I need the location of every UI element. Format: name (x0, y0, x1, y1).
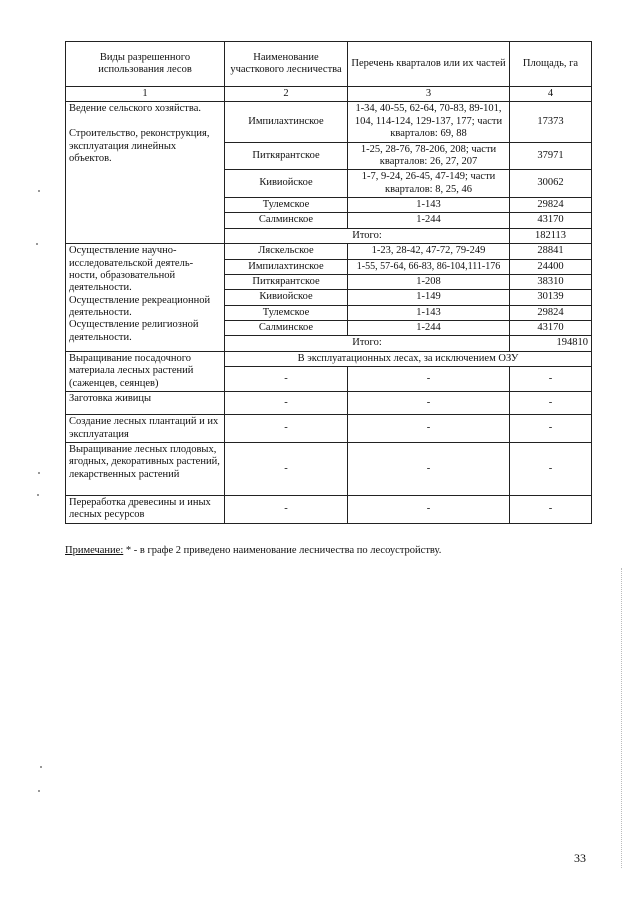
forestry-cell: - (225, 495, 348, 523)
area-cell: 29824 (510, 198, 592, 213)
column-number: 1 (66, 87, 225, 102)
use-type-cell: Заготовка живицы (66, 392, 225, 415)
total-label: Итого: (225, 228, 510, 243)
forestry-cell: Тулемское (225, 198, 348, 213)
table-row (66, 442, 592, 495)
area-cell: 43170 (510, 321, 592, 336)
quarters-cell: 1-208 (348, 274, 510, 289)
forestry-cell: Тулемское (225, 305, 348, 320)
footnote-label: Примечание: (65, 545, 124, 556)
quarters-cell: - (348, 367, 510, 392)
area-cell: - (510, 442, 592, 495)
forestry-cell: - (225, 415, 348, 443)
quarters-cell: 1-25, 28-76, 78-206, 208; части кварталов: 26, 27, 207 (348, 142, 510, 170)
quarters-cell: 1-23, 28-42, 47-72, 79-249 (348, 244, 510, 259)
use-type-cell: Выращивание посадочного материала лесных растений (саженцев, сеянцев) (66, 351, 225, 391)
quarters-cell: 1-143 (348, 198, 510, 213)
quarters-cell: 1-143 (348, 305, 510, 320)
forestry-cell: - (225, 367, 348, 392)
area-cell: - (510, 367, 592, 392)
area-cell: - (510, 392, 592, 415)
total-value: 182113 (510, 228, 592, 243)
quarters-cell: 1-244 (348, 213, 510, 228)
table-row (66, 392, 592, 415)
quarters-cell: - (348, 392, 510, 415)
forestry-cell: Импилахтинское (225, 102, 348, 142)
table-row (66, 351, 592, 366)
quarters-cell: - (348, 495, 510, 523)
forestry-cell: - (225, 392, 348, 415)
column-number: 3 (348, 87, 510, 102)
scan-speck (40, 766, 42, 768)
page-number: 33 (574, 851, 586, 865)
area-cell: 37971 (510, 142, 592, 170)
header-quarters-list: Перечень кварталов или их частей (348, 42, 510, 87)
area-cell: 30062 (510, 170, 592, 198)
scan-speck (37, 494, 39, 496)
quarters-cell: - (348, 415, 510, 443)
column-number: 2 (225, 87, 348, 102)
footnote-text: * - в графе 2 приведено наименование лесничества по лесоустройству. (123, 545, 442, 556)
area-cell: 43170 (510, 213, 592, 228)
area-cell: 38310 (510, 274, 592, 289)
area-cell: - (510, 495, 592, 523)
forest-use-table (65, 41, 592, 524)
table-row (66, 102, 592, 142)
header-area: Площадь, га (510, 42, 592, 87)
quarters-cell: 1-149 (348, 290, 510, 305)
table-row (66, 415, 592, 443)
scan-speck (36, 243, 38, 245)
table-row (66, 495, 592, 523)
scan-speck (38, 472, 40, 474)
use-type-cell: Выращивание лесных плодовых, ягодных, декоративных растений, лекарственных растений (66, 442, 225, 495)
forestry-cell: Импилахтинское (225, 259, 348, 274)
quarters-cell: 1-7, 9-24, 26-45, 47-149; части кварталов: 8, 25, 46 (348, 170, 510, 198)
area-cell: - (510, 415, 592, 443)
header-forestry-name: Наименование участкового лесничества (225, 42, 348, 87)
scan-edge-line (621, 568, 622, 868)
note-cell: В эксплуатационных лесах, за исключением ОЗУ (225, 351, 592, 366)
area-cell: 24400 (510, 259, 592, 274)
area-cell: 29824 (510, 305, 592, 320)
total-value: 194810 (510, 336, 592, 351)
forestry-cell: Салминское (225, 321, 348, 336)
use-type-cell: Создание лесных плантаций и их эксплуатация (66, 415, 225, 443)
scan-speck (38, 790, 40, 792)
forestry-cell: Кивиойское (225, 170, 348, 198)
area-cell: 28841 (510, 244, 592, 259)
scan-speck (38, 190, 40, 192)
forestry-cell: Кивиойское (225, 290, 348, 305)
quarters-cell: 1-34, 40-55, 62-64, 70-83, 89-101, 104, 114-124, 129-137, 177; части кварталов: 69, 88 (348, 102, 510, 142)
use-type-cell: Осуществление научно-исследовательской деятель-ности, образовательной деятельности. Осуществление рекреационной деятельности. Осуществление религиозной деятельности. (66, 244, 225, 352)
use-type-cell: Ведение сельского хозяйства. Строительство, реконструкция, эксплуатация линейных объектов. (66, 102, 225, 244)
column-number-row (66, 87, 592, 102)
use-type-cell: Переработка древесины и иных лесных ресурсов (66, 495, 225, 523)
header-use-types: Виды разрешенного использования лесов (66, 42, 225, 87)
table-row (66, 244, 592, 259)
column-number: 4 (510, 87, 592, 102)
forestry-cell: Питкярантское (225, 274, 348, 289)
table-footnote (65, 545, 605, 556)
forestry-cell: Ляскельское (225, 244, 348, 259)
area-cell: 30139 (510, 290, 592, 305)
forestry-cell: - (225, 442, 348, 495)
quarters-cell: - (348, 442, 510, 495)
quarters-cell: 1-55, 57-64, 66-83, 86-104,111-176 (348, 259, 510, 274)
forestry-cell: Питкярантское (225, 142, 348, 170)
quarters-cell: 1-244 (348, 321, 510, 336)
area-cell: 17373 (510, 102, 592, 142)
total-label: Итого: (225, 336, 510, 351)
table-header-row (66, 42, 592, 87)
forestry-cell: Салминское (225, 213, 348, 228)
